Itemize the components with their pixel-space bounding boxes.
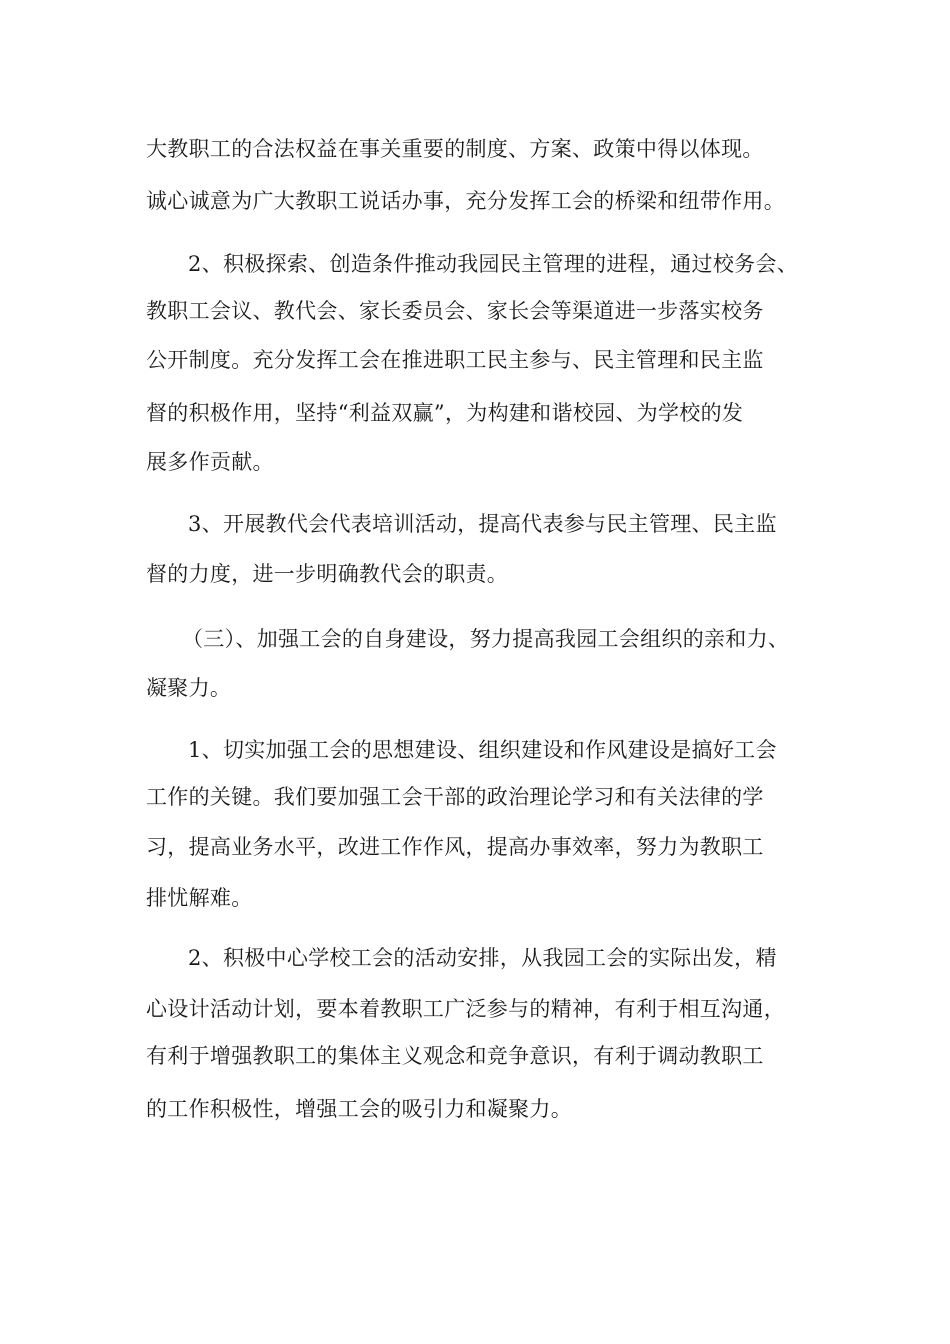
text-line: 督的积极作用，坚持“利益双赢”，为构建和谐校园、为学校的发 (146, 401, 744, 425)
text-line: 凝聚力。 (146, 676, 232, 700)
paragraph-first-line: 1、切实加强工会的思想建设、组织建设和作风建设是搞好工会 (188, 738, 777, 762)
text-line: 展多作贡献。 (146, 450, 274, 474)
paragraph-first-line: 3、开展教代会代表培训活动，提高代表参与民主管理、民主监 (188, 512, 777, 536)
text-line: 心设计活动计划，要本着教职工广泛参与的精神，有利于相互沟通， (146, 997, 785, 1021)
text-line: 的工作积极性，增强工会的吸引力和凝聚力。 (146, 1097, 572, 1121)
text-line: 排忧解难。 (146, 886, 253, 910)
text-line: 教职工会议、教代会、家长委员会、家长会等渠道进一步落实校务 (146, 299, 764, 323)
text-line: 督的力度，进一步明确教代会的职责。 (146, 562, 509, 586)
text-line: 大教职工的合法权益在事关重要的制度、方案、政策中得以体现。 (146, 137, 764, 161)
text-line: 有利于增强教职工的集体主义观念和竞争意识，有利于调动教职工 (146, 1044, 764, 1068)
paragraph-first-line: 2、积极中心学校工会的活动安排，从我园工会的实际出发，精 (188, 946, 777, 970)
text-line: 习，提高业务水平，改进工作作风，提高办事效率，努力为教职工 (146, 835, 764, 859)
text-line: 公开制度。充分发挥工会在推进职工民主参与、民主管理和民主监 (146, 348, 764, 372)
paragraph-first-line: 2、积极探索、创造条件推动我园民主管理的进程，通过校务会、 (188, 252, 799, 276)
section-heading: （三）、加强工会的自身建设，努力提高我园工会组织的亲和力、 (182, 627, 790, 651)
text-line: 工作的关键。我们要加强工会干部的政治理论学习和有关法律的学 (146, 785, 764, 809)
text-line: 诚心诚意为广大教职工说话办事，充分发挥工会的桥梁和纽带作用。 (146, 189, 785, 213)
